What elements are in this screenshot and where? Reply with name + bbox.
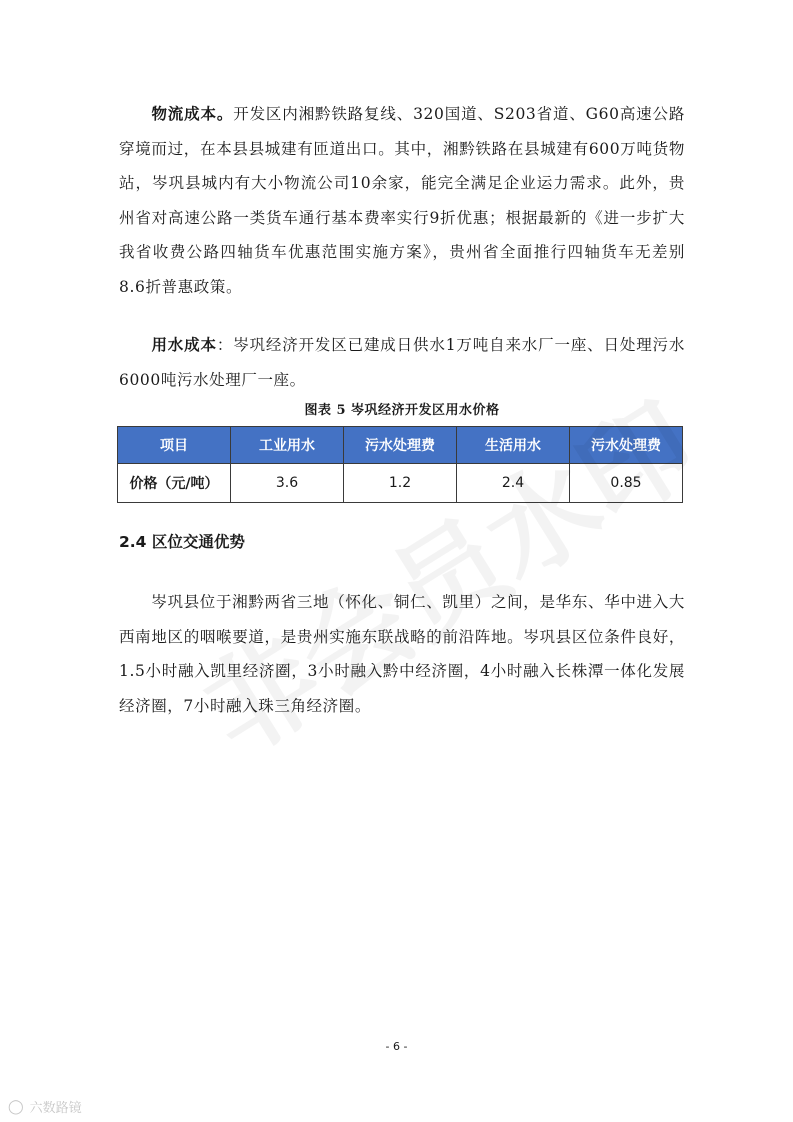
table-row — [118, 464, 683, 503]
logistics-paragraph — [119, 97, 685, 304]
water-text: ：岑巩经济开发区已建成日供水1万吨自来水厂一座、日处理污水6000吨污水处理厂一座。 — [119, 336, 686, 389]
price-label-cell: 价格（元/吨） — [118, 464, 231, 503]
domestic-water-price: 2.4 — [457, 464, 570, 503]
table-caption: 图表 5 岑巩经济开发区用水价格 — [304, 403, 500, 418]
logo-text: 六数路镜 — [29, 1101, 82, 1116]
header-sewage-fee-2: 污水处理费 — [570, 427, 683, 464]
header-item: 项目 — [118, 427, 231, 464]
table-header-row — [118, 427, 683, 464]
sewage-fee-price-1: 1.2 — [344, 464, 457, 503]
water-paragraph — [119, 328, 685, 397]
sewage-fee-price-2: 0.85 — [570, 464, 683, 503]
brand-logo — [8, 1097, 82, 1116]
header-industrial-water: 工业用水 — [231, 427, 344, 464]
industrial-water-price: 3.6 — [231, 464, 344, 503]
section-heading: 2.4 区位交通优势 — [119, 533, 245, 551]
location-paragraph — [119, 585, 685, 723]
header-domestic-water: 生活用水 — [457, 427, 570, 464]
page-number: - 6 - — [385, 1040, 408, 1053]
logistics-label: 物流成本。 — [151, 104, 234, 123]
water-label: 用水成本 — [151, 335, 217, 354]
water-price-table — [117, 426, 683, 503]
logo-icon: ◯ — [8, 1098, 24, 1115]
location-text: 岑巩县位于湘黔两省三地（怀化、铜仁、凯里）之间，是华东、华中进入大西南地区的咽喉要道，是贵州实施东联战略的前沿阵地。岑巩县区位条件良好，1.5小时融入凯里经济圈，3小时融入黔中经济圈，4小时融入长株潭一体化发展经济圈，7小时融入珠三角经济圈。 — [119, 593, 685, 715]
logistics-text: 开发区内湘黔铁路复线、320国道、S203省道、G60高速公路穿境而过，在本县县城建有匝道出口。其中，湘黔铁路在县城建有600万吨货物站，岑巩县城内有大小物流公司10余家，能完全满足企业运力需求。此外，贵州省对高速公路一类货车通行基本费率实行9折优惠；根据最新的《进一步扩大我省收费公路四轴货车优惠范围实施方案》，贵州省全面推行四轴货车无差别8.6折普惠政策。 — [119, 105, 685, 296]
header-sewage-fee-1: 污水处理费 — [344, 427, 457, 464]
